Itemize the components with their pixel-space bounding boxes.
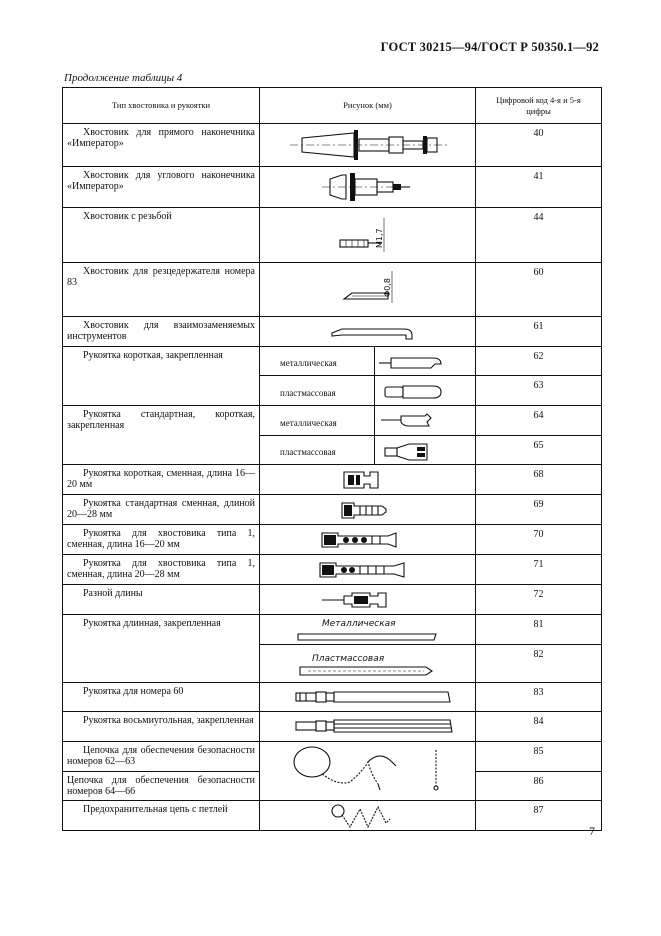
page-number: 7 [589,824,595,838]
row-code: 65 [476,436,602,465]
row-type: Хвостовик для прямого наконечника «Император» [63,124,260,167]
row-type: Рукоятка восьмиугольная, закрепленная [63,712,260,742]
row-drawing [375,406,476,436]
row-drawing [260,801,476,831]
row-code: 82 [476,645,602,683]
row-drawing [260,167,476,208]
straight-shank-drawing [260,124,476,166]
table-row [63,317,602,347]
row-code: 40 [476,124,602,167]
row-drawing [260,525,476,555]
short-replaceable-handle-drawing [260,465,476,494]
material-label: пластмассовая [260,376,375,406]
table-row [63,406,602,436]
row-code: 44 [476,208,602,263]
row-type: Цепочка для обеспечения безопасности номеров 62—63 [63,742,260,772]
row-drawing [260,615,476,645]
metal-standard-handle-drawing [375,406,475,435]
row-code: 41 [476,167,602,208]
metal-label: Металлическая [322,619,396,629]
cutter-holder-shank-drawing [260,263,476,316]
row-code: 81 [476,615,602,645]
row-type: Рукоятка короткая, закрепленная [63,347,260,406]
row-type: Рукоятка для хвостовика типа 1, сменная, длина 16—20 мм [63,525,260,555]
table-row [63,683,602,712]
row-type: Хвостовик для углового наконечника «Император» [63,167,260,208]
row-code: 85 [476,742,602,772]
row-drawing [260,263,476,317]
long-metal-handle-drawing [260,615,476,644]
material-label: пластмассовая [260,436,375,465]
various-length-handle-drawing [260,585,476,614]
long-plastic-handle-drawing [260,645,476,682]
table-row [63,208,602,263]
plastic-label: Пластмассовая [312,654,385,664]
table-row [63,712,602,742]
row-code: 86 [476,772,602,801]
row-type: Рукоятка короткая, сменная, длина 16—20 мм [63,465,260,495]
table-row [63,525,602,555]
table-row [63,124,602,167]
row-code: 60 [476,263,602,317]
row-drawing [260,683,476,712]
metal-handle-drawing [375,347,475,375]
row-drawing [375,347,476,376]
column-header-type: Тип хвостовика и рукоятки [63,88,260,124]
row-drawing [260,317,476,347]
table-row [63,167,602,208]
material-label: металлическая [260,406,375,436]
row-drawing [260,555,476,585]
row-code: 84 [476,712,602,742]
row-code: 72 [476,585,602,615]
handle-types-table [62,87,602,831]
row-drawing [260,495,476,525]
row-code: 71 [476,555,602,585]
row-type: Хвостовик с резьбой [63,208,260,263]
table-row [63,585,602,615]
dimension-label: M1,7 [375,228,384,248]
row-type: Рукоятка длинная, закрепленная [63,615,260,683]
row-type: Хвостовик для резцедержателя номера 83 [63,263,260,317]
row-code: 64 [476,406,602,436]
row-code: 70 [476,525,602,555]
row-type: Рукоятка стандартная сменная, длиной 20—28 мм [63,495,260,525]
row-drawing [260,465,476,495]
table-row [63,801,602,831]
row-type: Разной длины [63,585,260,615]
row-drawing [375,376,476,406]
row-type: Цепочка для обеспечения безопасности номеров 64—66 [63,772,260,801]
column-header-code: Цифровой код 4-я и 5-я цифры [476,88,602,124]
row-drawing [260,742,476,801]
standard-replaceable-handle-drawing [260,495,476,524]
row-code: 87 [476,801,602,831]
dimension-label: Φ0,8 [383,277,392,297]
row-code: 61 [476,317,602,347]
threaded-shank-drawing [260,208,476,262]
safety-chain-drawing [260,742,476,800]
row-type: Рукоятка для хвостовика типа 1, сменная, длина 20—28 мм [63,555,260,585]
table-row [63,495,602,525]
row-drawing [375,436,476,465]
table-row [63,615,602,645]
row-type: Рукоятка стандартная, короткая, закрепленная [63,406,260,465]
column-header-drawing: Рисунок (мм) [260,88,476,124]
row-drawing [260,712,476,742]
row-type: Хвостовик для взаимозаменяемых инструментов [63,317,260,347]
table-continuation-caption: Продолжение таблицы 4 [64,72,183,84]
looped-safety-chain-drawing [260,801,476,830]
row-code: 63 [476,376,602,406]
row-code: 69 [476,495,602,525]
plastic-standard-handle-drawing [375,436,475,464]
row-drawing [260,208,476,263]
table-row [63,742,602,772]
interchangeable-shank-drawing [260,317,476,346]
type1-long-handle-drawing [260,555,476,584]
row-drawing [260,585,476,615]
type1-short-handle-drawing [260,525,476,554]
row-drawing [260,124,476,167]
row-code: 62 [476,347,602,376]
row-code: 68 [476,465,602,495]
row-type: Предохранительная цепь с петлей [63,801,260,831]
row-drawing [260,645,476,683]
row-code: 83 [476,683,602,712]
table-row [63,347,602,376]
table-row [63,555,602,585]
angle-shank-drawing [260,167,476,207]
octagonal-handle-drawing [260,712,476,741]
material-label: металлическая [260,347,375,376]
row-type: Рукоятка для номера 60 [63,683,260,712]
plastic-handle-drawing [375,376,475,405]
document-header: ГОСТ 30215—94/ГОСТ Р 50350.1—92 [380,40,599,54]
handle-for-60-drawing [260,683,476,711]
table-row [63,263,602,317]
table-row [63,465,602,495]
